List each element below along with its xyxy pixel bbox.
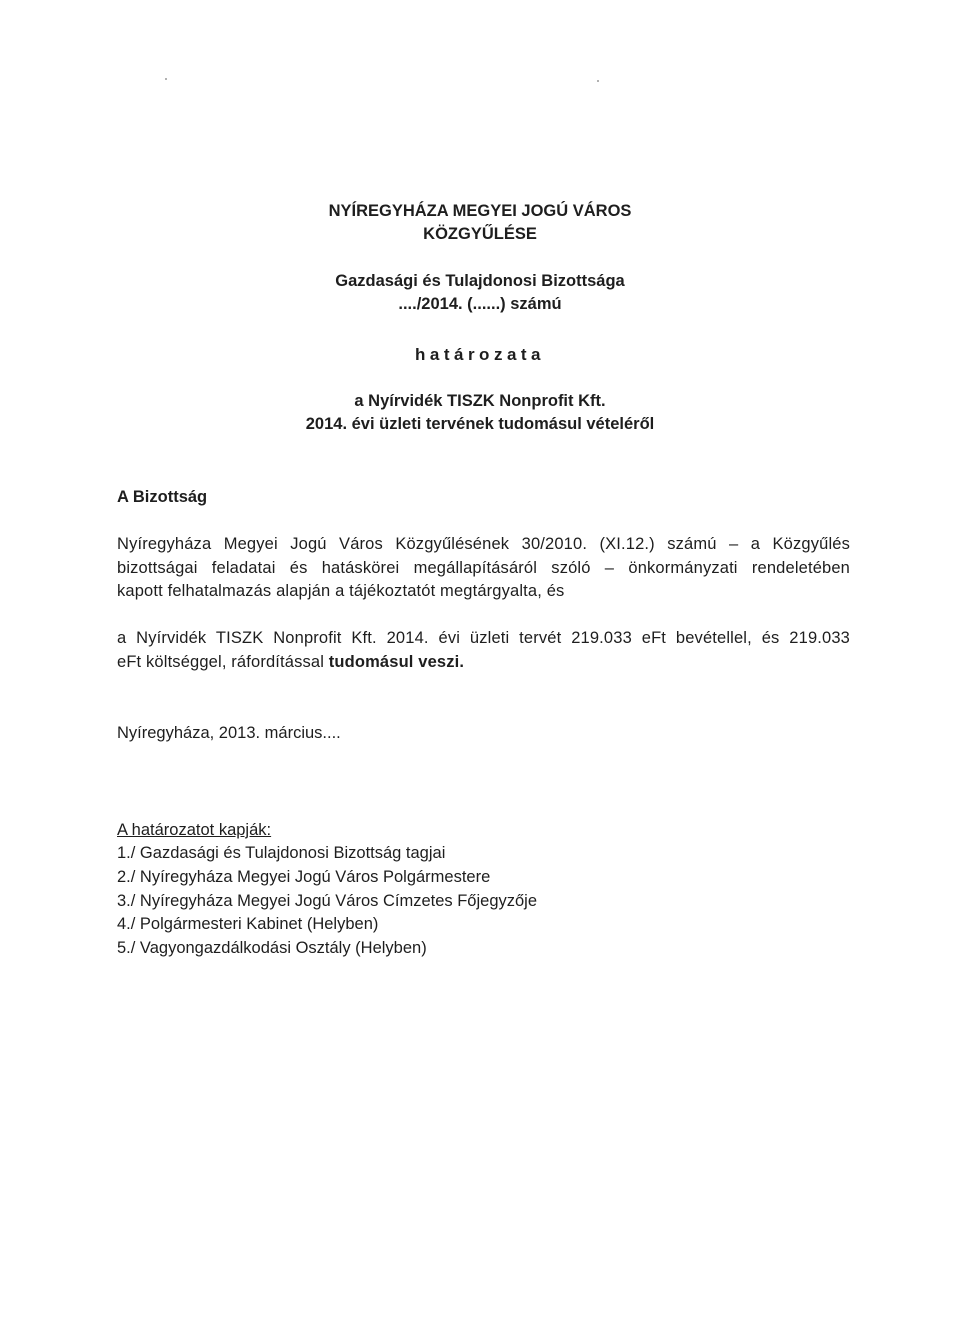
org-name-line2: KÖZGYŰLÉSE	[423, 225, 537, 243]
subject-block	[0, 390, 960, 436]
resolution-number: ..../2014. (......) számú	[398, 295, 562, 313]
document-header	[0, 200, 960, 246]
subject-line1: a Nyírvidék TISZK Nonprofit Kft.	[354, 392, 606, 410]
paragraph-2	[117, 627, 850, 674]
scan-speck	[597, 80, 599, 82]
recipients-list	[117, 842, 537, 961]
document-type: határozata	[414, 345, 546, 364]
committee-block	[0, 270, 960, 316]
paragraph-2-line1: a Nyírvidék TISZK Nonprofit Kft. 2014. évi üzleti tervét 219.033 eFt bevétellel, és 219.033	[117, 629, 850, 647]
committee-name: Gazdasági és Tulajdonosi Bizottsága	[335, 272, 625, 290]
recipient-item: 4./ Polgármesteri Kabinet (Helyben)	[117, 915, 379, 934]
recipient-item: 3./ Nyíregyháza Megyei Jogú Város Címzetes Főjegyzője	[117, 891, 538, 910]
place-date: Nyíregyháza, 2013. március....	[117, 724, 341, 742]
subject-line2: 2014. évi üzleti tervének tudomásul vételéről	[305, 415, 655, 433]
intro-text: A Bizottság	[117, 488, 208, 506]
doc-type-block	[0, 343, 960, 366]
decision-bold-text: tudomásul veszi.	[328, 652, 465, 671]
org-name-line1: NYÍREGYHÁZA MEGYEI JOGÚ VÁROS	[328, 202, 632, 220]
recipient-item: 2./ Nyíregyháza Megyei Jogú Város Polgármestere	[117, 867, 491, 886]
paragraph-1-line3: kapott felhatalmazás alapján a tájékoztatót megtárgyalta, és	[117, 582, 565, 600]
recipient-item: 5./ Vagyongazdálkodási Osztály (Helyben)	[117, 939, 427, 958]
paragraph-1	[117, 533, 850, 604]
paragraph-2-line2	[117, 651, 850, 675]
paragraph-1-line1: Nyíregyháza Megyei Jogú Város Közgyűlésének 30/2010. (XI.12.) számú – a Közgyűlés	[117, 535, 850, 553]
scan-speck	[165, 78, 167, 80]
recipients-title: A határozatot kapják:	[117, 821, 272, 839]
paragraph-2-line2-text: eFt költséggel, ráfordítással	[117, 652, 329, 671]
paragraph-1-line2: bizottságai feladatai és hatáskörei megállapításáról szóló – önkormányzati rendeletében	[117, 558, 850, 577]
recipient-item: 1./ Gazdasági és Tulajdonosi Bizottság tagjai	[117, 844, 446, 862]
